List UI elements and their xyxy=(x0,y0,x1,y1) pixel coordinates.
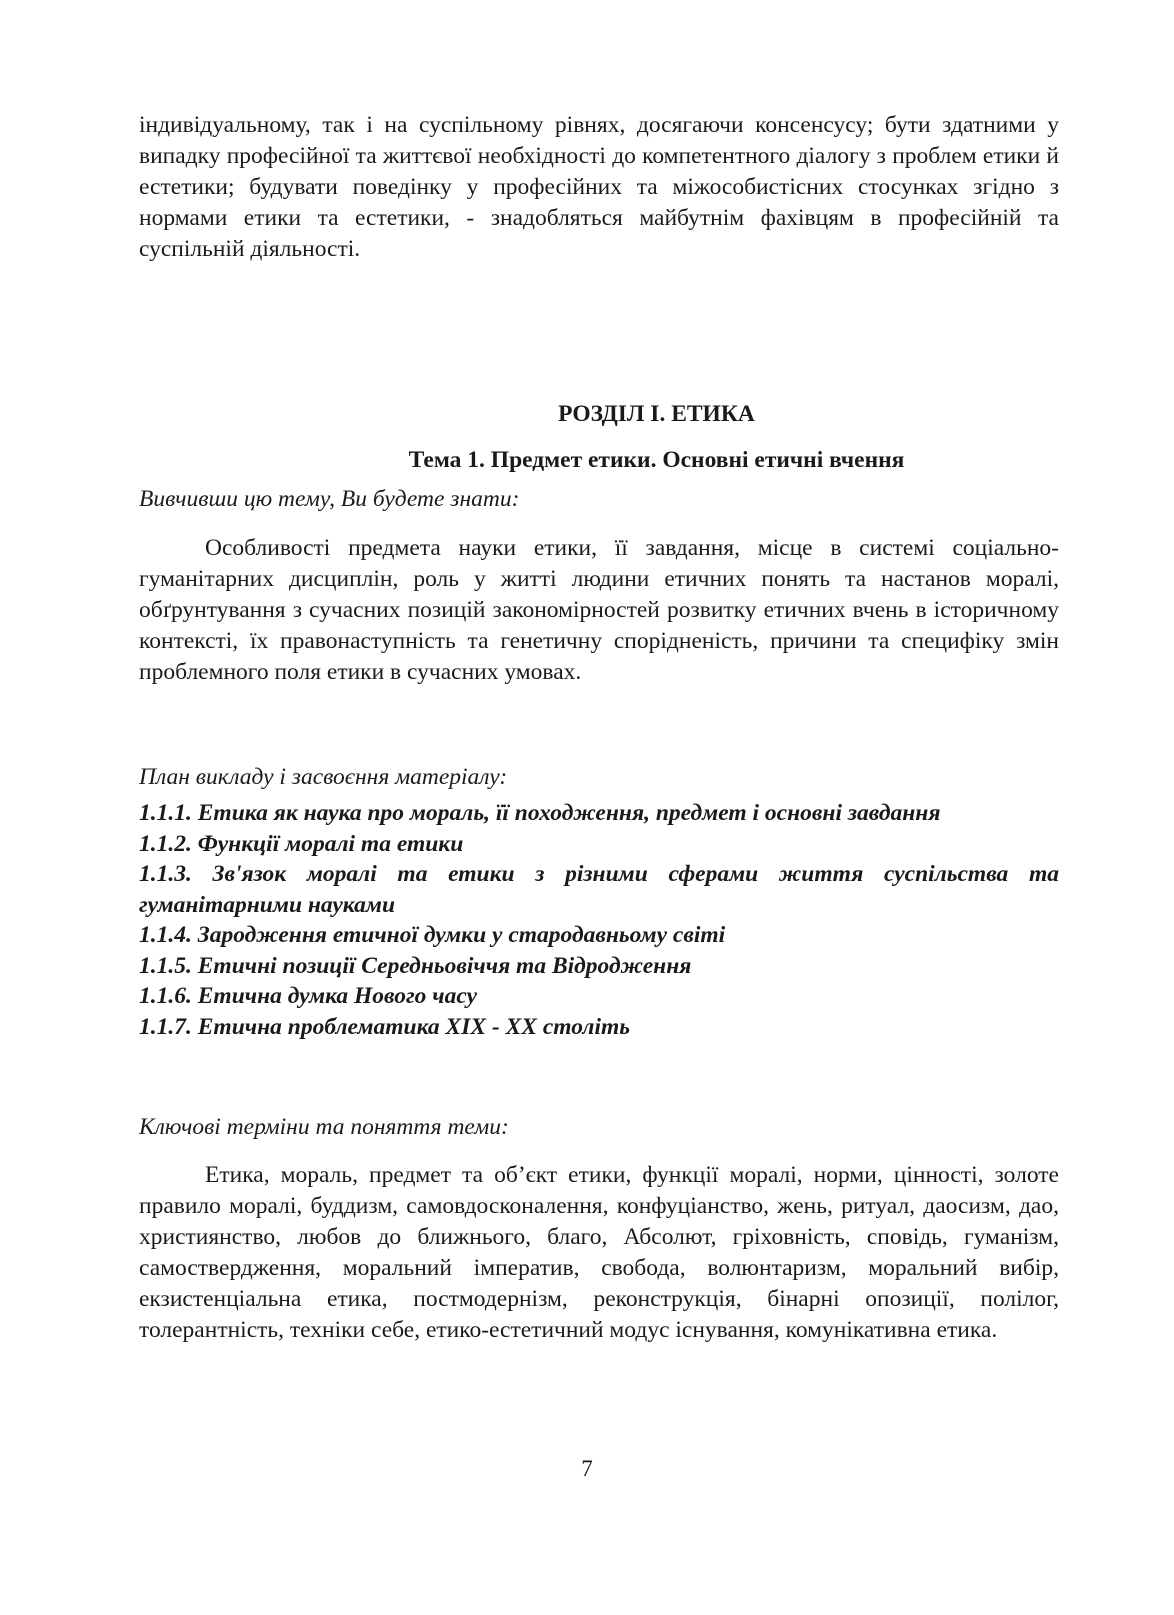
intro-paragraph: індивідуальному, так і на суспільному рівнях, досягаючи консенсусу; бути здатними у випадку професійної та життєвої необхідності до компетентного діалогу з проблем етики й естетики; будувати поведінку у професійних та міжособистісних стосунках згідно з нормами етики та естетики, - знадобляться майбутнім фахівцям в професійній та суспільній діяльності. xyxy=(139,112,1059,262)
plan-item: 1.1.1. Етика як наука про мораль, її походження, предмет і основні завдання xyxy=(139,800,941,826)
plan-list xyxy=(139,798,1059,1042)
plan-item: 1.1.7. Етична проблематика XIX - XX століть xyxy=(139,1013,631,1040)
terms-paragraph: Етика, мораль, предмет та об’єкт етики, функції моралі, норми, цінності, золоте правило моралі, буддизм, самовдосконалення, конфуціанство, жень, ритуал, даосизм, дао, християнство, любов до ближнього, благо, Абсолют, гріховність, сповідь, гуманізм, самоствердження, моральний імператив, свобода, волюнтаризм, моральний вибір, екзистенціальна етика, постмодернізм, реконструкція, бінарні опозиції, полілог, толерантність, техніки себе, етико-естетичний модус існування, комунікативна етика. xyxy=(139,1162,1059,1343)
plan-item: 1.1.4. Зародження етичної думки у стародавньому світі xyxy=(139,922,726,948)
plan-item: 1.1.3. Зв'язок моралі та етики з різними сферами життя суспільства та гуманітарними науками xyxy=(139,861,1059,918)
terms-heading: Ключові терміни та поняття теми: xyxy=(139,1114,509,1140)
learn-paragraph: Особливості предмета науки етики, її завдання, місце в системі соціально-гуманітарних дисциплін, роль у житті людини етичних понять та настанов моралі, обґрунтування з сучасних позицій закономірностей розвитку етичних вчень в історичному контексті, їх правонаступність та генетичну спорідненість, причини та специфіку змін проблемного поля етики в сучасних умовах. xyxy=(139,535,1059,685)
page-number: 7 xyxy=(581,1456,593,1481)
plan-item: 1.1.6. Етична думка Нового часу xyxy=(139,983,478,1009)
learn-heading: Вивчивши цю тему, Ви будете знати: xyxy=(139,486,520,512)
topic-title: Тема 1. Предмет етики. Основні етичні вчення xyxy=(408,447,905,473)
plan-item: 1.1.5. Етичні позиції Середньовіччя та Відродження xyxy=(139,952,692,979)
section-title: РОЗДІЛ І. ЕТИКА xyxy=(558,401,755,427)
plan-item: 1.1.2. Функції моралі та етики xyxy=(139,830,464,857)
plan-heading: План викладу і засвоєння матеріалу: xyxy=(139,764,508,790)
